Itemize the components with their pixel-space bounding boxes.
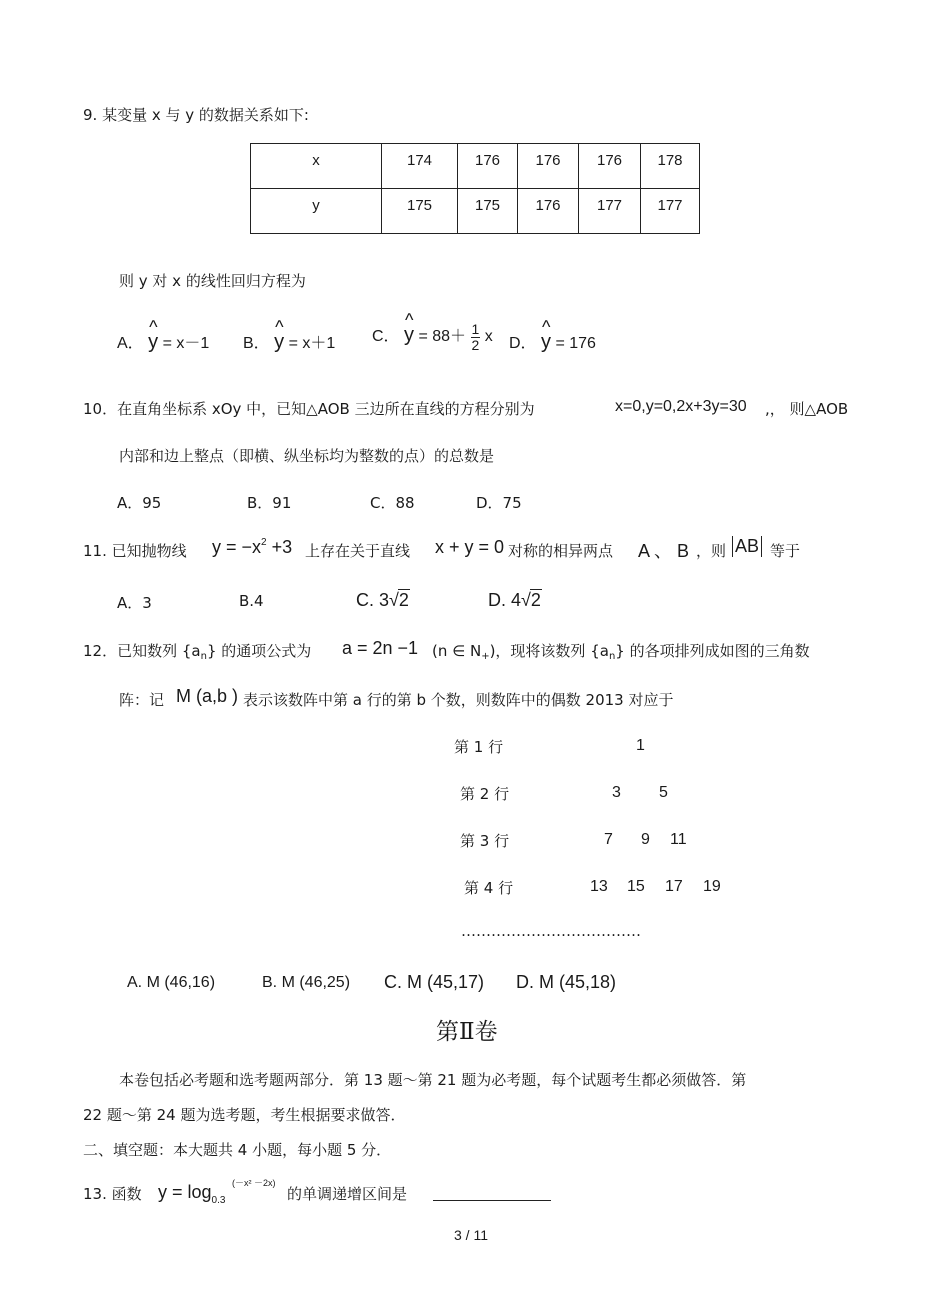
table-cell: 177 [641, 189, 700, 234]
q12-option-b: B. M (46,25) [262, 974, 351, 991]
table-row-y [251, 189, 700, 234]
table-cell: 175 [458, 189, 518, 234]
q12-stem-line2-end: 表示该数阵中第 a 行的第 b 个数，则数阵中的偶数 2013 对应于 [243, 691, 674, 709]
table-cell: x [251, 144, 382, 189]
answer-blank[interactable] [433, 1184, 551, 1201]
q10-option-a: A．95 [117, 494, 162, 512]
sqrt-icon: √ [389, 590, 399, 610]
triangle-continuation-dots: ……………………………… [461, 922, 641, 940]
q11-stem-end: 等于 [770, 542, 801, 560]
q12-stem-line2-start: 阵：记 [119, 691, 165, 709]
table-cell: 176 [579, 144, 641, 189]
q13-function: $y = \log_{0.3}$ [158, 1182, 226, 1206]
q11-stem-mid: 上存在关于直线 [305, 542, 411, 560]
q10-option-c: C．88 [370, 494, 415, 512]
triangle-row-label: 第 3 行 [460, 832, 510, 850]
table-cell: y [251, 189, 382, 234]
section-intro-line1: 本卷包括必考题和选考题两部分．第 13 题～第 21 题为必考题，每个试题考生都必须做答．第 [119, 1071, 747, 1089]
y-hat-symbol: ^ y [541, 331, 551, 354]
section-title: 第Ⅱ卷 [436, 1019, 498, 1045]
q11-parabola: $y = -x^2 +3$ [212, 537, 293, 557]
section-intro-line2: 22 题～第 24 题为选考题，考生根据要求做答． [83, 1106, 406, 1124]
table-cell: 176 [518, 189, 579, 234]
table-cell: 174 [382, 144, 458, 189]
q12-stem-line1: 12．已知数列 $\{a_n\}$ 的通项公式为 [83, 642, 312, 662]
sqrt-icon: √ [521, 590, 531, 610]
table-cell: 176 [458, 144, 518, 189]
q10-equations: x=0,y=0,2x+3y=30 [615, 398, 747, 415]
q13-stem: 13. 函数 [83, 1185, 142, 1203]
triangle-row-label: 第 4 行 [464, 879, 514, 897]
q11-stem-then: ，则 [696, 542, 727, 560]
triangle-number: 7 [604, 831, 613, 848]
q10-stem-line1: 10．在直角坐标系 xOy 中，已知△AOB 三边所在直线的方程分别为 [83, 400, 535, 418]
q11-abs-ab: AB [732, 536, 762, 557]
q9-stem: 9. 某变量 x 与 y 的数据关系如下: [83, 106, 309, 124]
fraction-one-half: $\frac{1}{2}$ [471, 321, 480, 353]
q10-stem-line2: 内部和边上整点（即横、纵坐标均为整数的点）的总数是 [119, 447, 495, 465]
triangle-number: 17 [665, 878, 683, 895]
q11-option-c: C. 3√2 [356, 590, 409, 610]
q11-stem-mid2: 对称的相异两点 [508, 542, 614, 560]
triangle-row-label: 第 1 行 [454, 738, 504, 756]
q9-option-c: C． ^ y = 88＋ $\frac{1}{2}$ x [372, 322, 493, 352]
y-hat-symbol: ^ y [404, 324, 414, 347]
triangle-row-label: 第 2 行 [460, 785, 510, 803]
q12-formula: a = 2n −1 [342, 638, 419, 658]
q12-option-d: D. M (45,18) [516, 972, 617, 992]
table-cell: 177 [579, 189, 641, 234]
q11-stem: 11. 已知抛物线 [83, 542, 187, 560]
q9-option-d: D． ^ y = 176 [509, 330, 596, 354]
triangle-number: 9 [641, 831, 650, 848]
q11-option-d: D. 4√2 [488, 590, 541, 610]
triangle-number: 5 [659, 784, 668, 801]
y-hat-symbol: ^ y [148, 331, 158, 354]
table-cell: 178 [641, 144, 700, 189]
q12-option-c: C. M (45,17) [384, 972, 485, 992]
table-cell: 175 [382, 189, 458, 234]
q10-stem-tail: ,， 则△AOB [765, 400, 849, 418]
triangle-number: 1 [636, 737, 645, 754]
triangle-number: 19 [703, 878, 721, 895]
q9-data-table [250, 143, 700, 234]
triangle-number: 13 [590, 878, 608, 895]
q9-option-a: A． ^ y = x－1 [117, 330, 209, 354]
q10-option-b: B．91 [247, 494, 292, 512]
q13-tail: 的单调递增区间是 [287, 1185, 408, 1203]
triangle-number: 11 [670, 831, 687, 848]
q9-option-b: B． ^ y = x＋1 [243, 330, 335, 354]
q12-m-expression: M (a,b ) [176, 686, 239, 706]
q11-option-b: B.4 [239, 592, 264, 610]
q11-option-a: A．3 [117, 594, 152, 612]
y-hat-symbol: ^ y [274, 331, 284, 354]
q12-option-a: A. M (46,16) [127, 974, 216, 991]
table-cell: 176 [518, 144, 579, 189]
q11-line-equation: x + y = 0 [435, 537, 505, 557]
triangle-number: 15 [627, 878, 645, 895]
q9-prompt: 则 y 对 x 的线性回归方程为 [119, 272, 306, 290]
page-number: 3 / 11 [454, 1227, 488, 1243]
q13-exponent: (－x² －2x) [232, 1178, 276, 1188]
triangle-number: 3 [612, 784, 621, 801]
q11-points: A 、 B [638, 541, 690, 561]
q10-option-d: D．75 [476, 494, 522, 512]
fill-in-heading: 二、填空题：本大题共 4 小题，每小题 5 分． [83, 1141, 392, 1159]
q12-formula-condition: (n ∈ $N_+$)，现将该数列 $\{a_n\}$ 的各项排列成如图的三角数 [432, 642, 810, 662]
table-row-x [251, 144, 700, 189]
